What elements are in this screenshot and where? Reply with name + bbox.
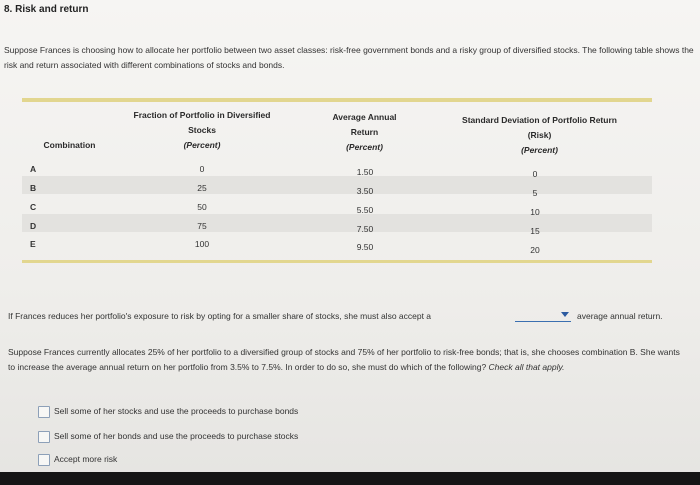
risk-return-table: [22, 98, 652, 266]
checkbox[interactable]: [38, 406, 50, 418]
question1-tail: average annual return.: [577, 311, 663, 321]
cell-return: 7.50: [356, 224, 374, 234]
cell-return: 1.50: [356, 167, 374, 177]
header-fraction-line3: [107, 138, 297, 153]
table-bottom-rule: [22, 260, 652, 263]
return-level-dropdown[interactable]: [515, 309, 571, 322]
option-label: Sell some of her bonds and use the proceeds to purchase stocks: [54, 431, 299, 441]
cell-return: 5.50: [356, 205, 374, 215]
chevron-down-icon: [561, 312, 569, 317]
cell-sd: 10: [530, 207, 540, 217]
header-sd: [437, 113, 642, 158]
question2-body: Suppose Frances currently allocates 25% of her portfolio to a diversified group of stocks and 75% of her portfolio to risk-free bonds; that is, she chooses combination B. She wants to increase the average annual return on her portfolio from 3.5% to 7.5%. In order to do so, she must do which of the following?: [8, 347, 680, 372]
cell-combination: D: [30, 221, 37, 231]
intro-paragraph: Suppose Frances is choosing how to allocate her portfolio between two asset classes: risk-free government bonds and a risky group of diversified stocks. The following table shows the risk and return associated with different combinations of stocks and bonds.: [4, 45, 694, 70]
cell-sd: 0: [532, 169, 538, 179]
header-fraction: [107, 108, 297, 153]
cell-sd: 20: [530, 245, 540, 255]
cell-return: 9.50: [356, 242, 374, 252]
cell-sd: 5: [532, 188, 538, 198]
option-label: Accept more risk: [54, 454, 118, 464]
screen-bottom-edge: [0, 472, 700, 485]
cell-combination: E: [30, 239, 36, 249]
cell-fraction: 100: [194, 239, 210, 249]
header-return-line2: Return: [350, 127, 379, 137]
header-sd-line1: Standard Deviation of Portfolio Return: [462, 115, 617, 125]
question-heading: 8. Risk and return: [4, 4, 89, 15]
header-fraction-unit: (Percent): [183, 140, 221, 150]
cell-combination: A: [30, 164, 37, 174]
header-sd-unit: (Percent): [521, 145, 558, 155]
cell-fraction: 0: [199, 164, 205, 174]
header-return-unit: (Percent): [346, 142, 383, 152]
cell-combination: C: [30, 202, 37, 212]
checkbox[interactable]: [38, 431, 50, 443]
header-return-line1: Average Annual: [332, 112, 397, 122]
cell-sd: 15: [530, 226, 540, 236]
cell-fraction: 25: [197, 183, 207, 193]
question2-text: [8, 345, 688, 375]
option-label: Sell some of her stocks and use the proceeds to purchase bonds: [54, 406, 299, 416]
header-sd-line3: [437, 143, 642, 158]
header-return-line3: [307, 140, 422, 155]
table-top-rule: [22, 98, 652, 102]
header-fraction-line2: Stocks: [188, 125, 216, 135]
cell-fraction: 75: [197, 221, 207, 231]
cell-return: 3.50: [356, 186, 374, 196]
header-combination: Combination: [43, 140, 96, 150]
header-sd-line2: (Risk): [527, 130, 552, 140]
cell-fraction: 50: [197, 202, 207, 212]
header-fraction-line1: Fraction of Portfolio in Diversified: [133, 110, 271, 120]
header-return: [307, 110, 422, 155]
cell-combination: B: [30, 183, 37, 193]
question1-text: If Frances reduces her portfolio's exposure to risk by opting for a smaller share of stocks, she must also accept a: [8, 311, 432, 321]
checkbox[interactable]: [38, 454, 50, 466]
question2-instruction: Check all that apply.: [488, 362, 565, 372]
